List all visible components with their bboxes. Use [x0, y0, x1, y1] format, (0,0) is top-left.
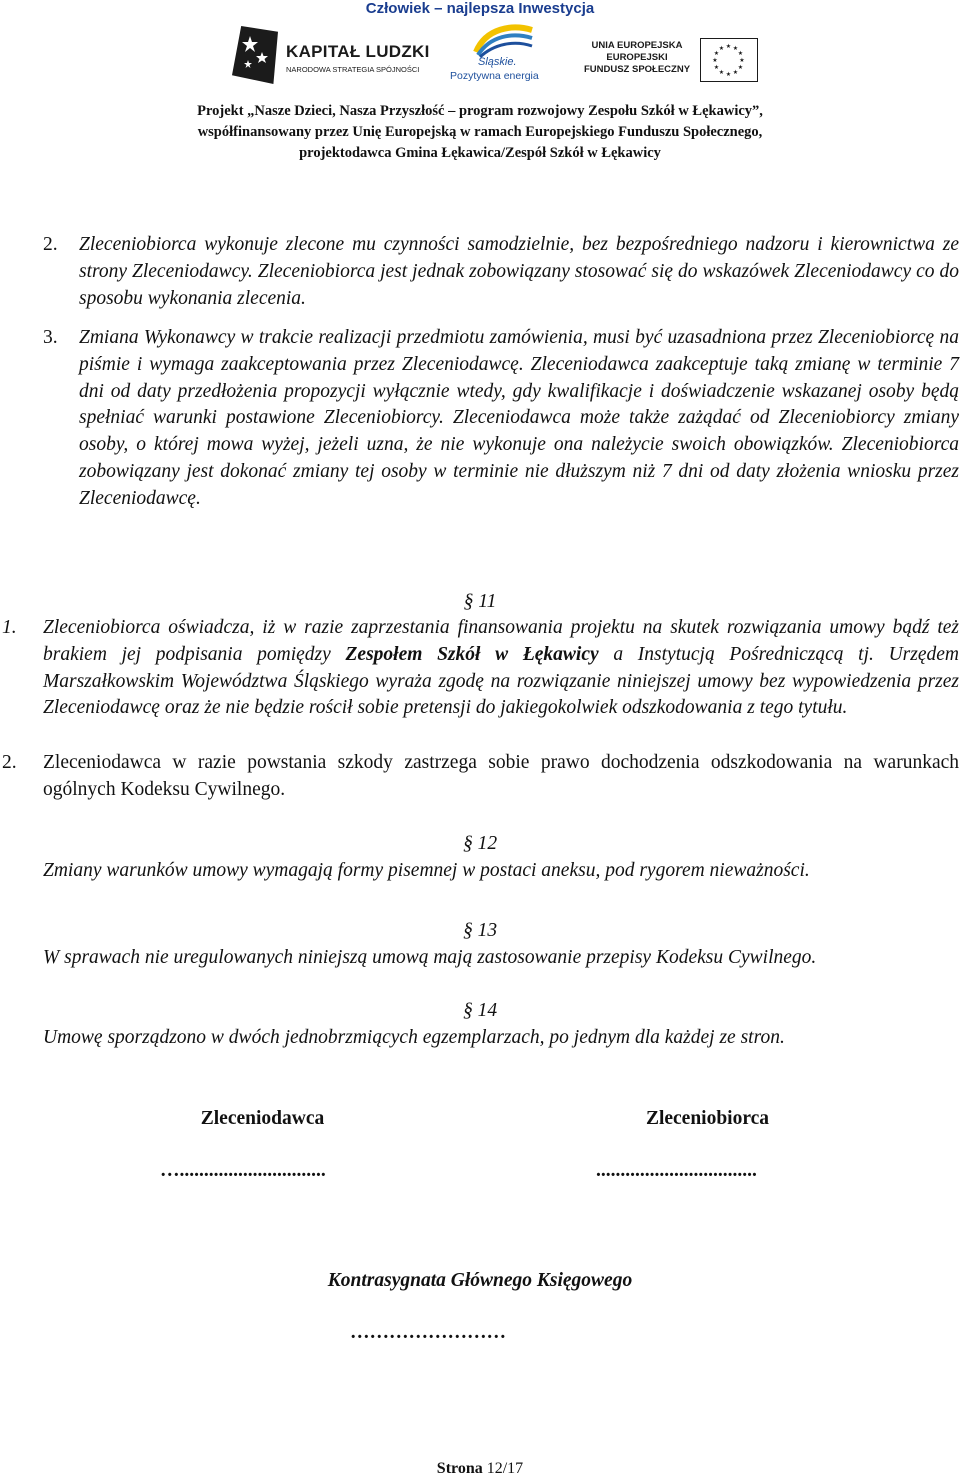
section-12-text: Zmiany warunków umowy wymagają formy pisemnej w postaci aneksu, pod rygorem nieważności.	[43, 860, 810, 881]
svg-text:★: ★	[712, 57, 718, 64]
kapital-ludzki-title: KAPITAŁ LUDZKI	[286, 42, 430, 61]
svg-text:★: ★	[718, 45, 725, 52]
project-line-2: współfinansowany przez Unię Europejską w ramach Europejskiego Funduszu Społecznego,	[197, 124, 763, 140]
kapital-ludzki-subtitle: NARODOWA STRATEGIA SPÓJNOŚCI	[286, 65, 420, 74]
ue-line3: FUNDUSZ SPOŁECZNY	[583, 64, 691, 75]
ue-line1: UNIA EUROPEJSKA	[591, 40, 683, 51]
page-label: Strona	[436, 1460, 483, 1477]
eu-stars-icon	[701, 39, 756, 80]
slaskie-logo	[448, 22, 558, 86]
section-14-text: Umowę sporządzono w dwóch jednobrzmiących egzemplarzach, po jednym dla każdej ze stron.	[43, 1027, 785, 1048]
signature-line-right: .................................	[596, 1160, 757, 1181]
section-11-point-2-text: Zleceniodawca w razie powstania szkody zastrzega sobie prawo dochodzenia odszkodowania na warunkach ogólnych Kodeksu Cywilnego.	[43, 752, 959, 800]
svg-text:★: ★	[737, 64, 744, 71]
slaskie-name: Śląskie.	[478, 56, 517, 68]
section-14-heading: § 14	[462, 1000, 498, 1021]
signature-label-zleceniobiorca: Zleceniobiorca	[645, 1108, 770, 1129]
section-11-point-1-school-name: Zespołem Szkół w Łękawicy	[345, 643, 599, 665]
page-number: 12/17	[486, 1460, 524, 1477]
countersignature-line: ……………………	[350, 1322, 506, 1343]
paragraph-2-text: Zleceniobiorca wykonuje zlecone mu czynności samodzielnie, bez bezpośredniego nadzoru i kierownictwa ze strony Zleceniodawcy. Zleceniobiorca jest jednak zobowiązany stosować się do wskazówek Zleceniodawcy co do sposobu wykonania zlecenia.	[79, 234, 959, 309]
paragraph-3-text: Zmiana Wykonawcy w trakcie realizacji przedmiotu zamówienia, musi być uzasadniona przez Zleceniobiorcę na piśmie i wymaga zaakceptowania przez Zleceniodawcę. Zleceniodawca zaakceptuje taką zmianę w terminie 7 dni od daty przedłożenia propozycji wyłącznie wtedy, gdy kwalifikacje i doświadczenie wskazanej osoby będą spełniać warunki postawione Zleceniobiorcy. Zleceniodawca może także zażądać od Zleceniobiorcy zmiany osoby, o której mowa wyżej, jeżeli uzna, że nie wykonuje ona należycie swoich obowiązków. Zleceniobiorca zobowiązany jest dokonać zmiany tej osoby w terminie nie dłuższym niż 7 dni od daty złożenia wniosku przez Zleceniodawcę.	[79, 327, 959, 509]
stars-icon	[238, 34, 272, 74]
svg-text:★: ★	[732, 69, 739, 76]
kapital-ludzki-logo	[232, 24, 432, 86]
svg-text:★: ★	[725, 71, 732, 78]
section-11-heading: § 11	[463, 591, 497, 612]
header-slogan: Człowiek – najlepsza Inwestycja	[365, 0, 595, 17]
svg-text:★: ★	[732, 45, 739, 52]
svg-text:★: ★	[713, 64, 720, 71]
signature-line-left: …..............................	[160, 1160, 326, 1181]
ue-logo-text	[582, 40, 692, 76]
section-11-point-1-number: 1.	[2, 617, 17, 638]
svg-text:★: ★	[725, 43, 732, 50]
project-line-3: projektodawca Gmina Łękawica/Zespół Szkół w Łękawicy	[299, 145, 661, 161]
svg-text:★: ★	[713, 50, 720, 57]
ue-logo	[582, 38, 762, 86]
signature-label-zleceniodawca: Zleceniodawca	[200, 1108, 325, 1129]
project-line-1: Projekt „Nasze Dzieci, Nasza Przyszłość – program rozwojowy Zespołu Szkół w Łękawicy”,	[197, 103, 763, 119]
section-11-point-1-text	[43, 615, 959, 722]
svg-text:★: ★	[739, 57, 745, 64]
section-11-point-1-part-b: a Instytucją Pośredniczącą tj. Urzędem Marszałkowskim Województwa Śląskiego wyraża zgodę na rozwiązanie niniejszej umowy bez wypowiedzenia przez Zleceniodawcę oraz że nie będzie rościł sobie pretensji do jakiegokolwiek odszkodowania z tego tytułu.	[43, 643, 959, 719]
section-11-point-1-part-a: Zleceniobiorca oświadcza, iż w razie zaprzestania finansowania projektu na skutek rozwiązania umowy bądź też brakiem jej podpisania pomiędzy	[43, 617, 959, 665]
paragraph-2-number: 2.	[43, 234, 58, 255]
section-12-heading: § 12	[462, 833, 498, 854]
svg-text:★: ★	[737, 50, 744, 57]
project-header	[0, 101, 960, 164]
slaskie-swoosh-icon	[472, 22, 536, 58]
eu-flag-icon	[700, 38, 758, 82]
section-13-heading: § 13	[462, 920, 498, 941]
section-13-text: W sprawach nie uregulowanych niniejszą umową mają zastosowanie przepisy Kodeksu Cywilnego.	[43, 947, 817, 968]
section-11-point-2-number: 2.	[2, 752, 17, 773]
ue-line2: EUROPEJSKI	[606, 52, 668, 63]
countersignature-label: Kontrasygnata Głównego Księgowego	[327, 1270, 633, 1291]
svg-text:★: ★	[718, 69, 725, 76]
slaskie-tagline: Pozytywna energia	[450, 70, 539, 82]
page-footer	[0, 1460, 960, 1478]
paragraph-3-number: 3.	[43, 327, 58, 348]
